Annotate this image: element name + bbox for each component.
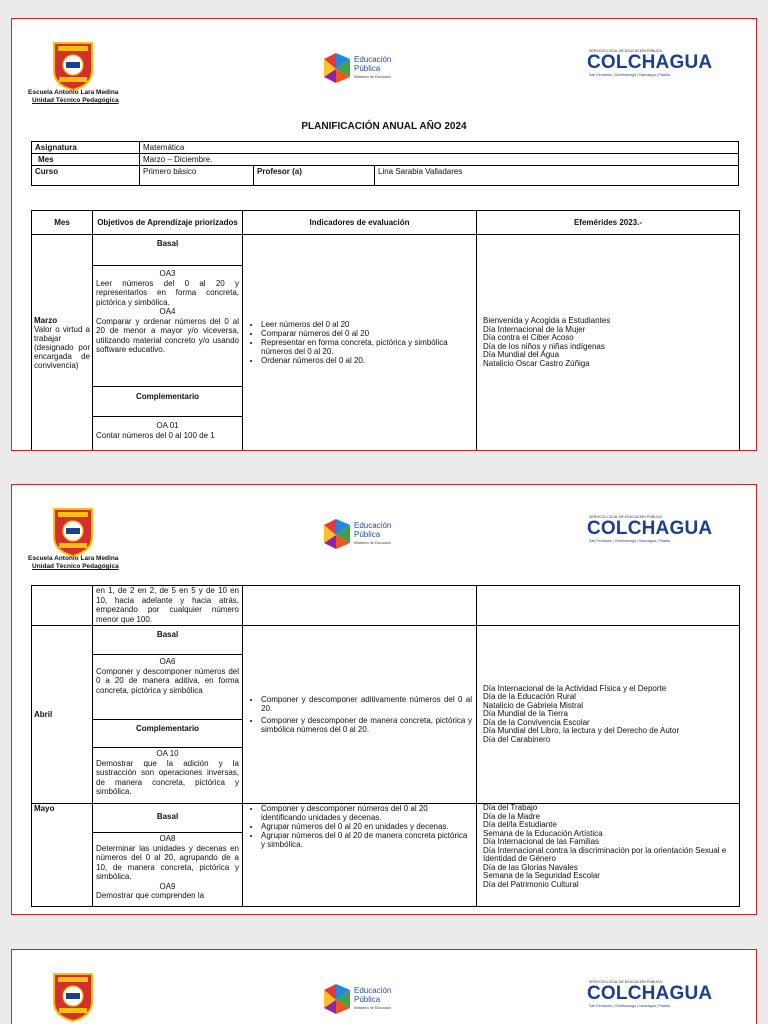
- list-item: Día Mundial del Agua: [483, 350, 560, 359]
- complementario-heading: Complementario: [93, 719, 242, 748]
- list-item: Día Mundial del Libro, la lectura y del Derecho de Autor: [483, 726, 680, 736]
- school-name: Escuela Antonio Lara Medina Unidad Técnico Pedagógica: [28, 89, 119, 104]
- list-item: • Componer y descomponer aditivamente números del 0 al 20.: [261, 695, 472, 713]
- asignatura-value: Matemática: [140, 142, 739, 154]
- planning-table-continued: [31, 585, 740, 907]
- efemerides-cell: [477, 804, 740, 907]
- complementario-objectives: OA 10 Demostrar que la adición y la sustracción son operaciones inversas, de manera concreta, pictórica y simbólica.: [96, 749, 239, 796]
- col-oa-header: Objetivos de Aprendizaje priorizados: [93, 211, 243, 235]
- school-crest-logo: [50, 972, 96, 1022]
- colchagua-logo: SERVICIO LOCAL DE EDUCACIÓN PÚBLICA COLCHAGUA San Fernando | Chimbarongo | Nancagua | Placilla: [587, 515, 713, 543]
- list-item: Día de las Glorias Navales: [483, 862, 578, 872]
- list-item: • Agrupar números del 0 al 20 de manera concreta pictórica y simbólica.: [261, 831, 472, 849]
- month-cell: [32, 586, 93, 626]
- basal-heading: Basal: [93, 804, 242, 833]
- list-item: Día Internacional de las Familias: [483, 837, 600, 846]
- school-crest-logo: [50, 507, 96, 557]
- col-indicadores-header: Indicadores de evaluación: [243, 211, 477, 235]
- list-item: Día del Carabinero: [483, 734, 551, 744]
- efemerides-cell: [477, 586, 740, 626]
- list-item: • Representar en forma concreta, pictórica y simbólica números del 0 al 20.: [261, 338, 472, 356]
- educacion-publica-logo: Educación Pública Ministerio de Educación: [322, 51, 417, 85]
- list-item: Natalicio de Gabriela Mistral: [483, 700, 584, 710]
- col-mes-header: Mes: [32, 211, 93, 235]
- profesor-value: Lina Sarabia Valladares: [375, 166, 739, 186]
- indicators-cell: [243, 235, 477, 451]
- mes-value: Marzo – Diciembre.: [140, 154, 739, 166]
- curso-value: Primero básico: [140, 166, 254, 186]
- table-row-continuation: [32, 586, 740, 626]
- school-crest-logo: [50, 41, 96, 91]
- document-title: PLANIFICACIÓN ANUAL AÑO 2024: [301, 121, 467, 132]
- table-row-mayo: [32, 804, 740, 907]
- basal-objectives: OA8 Determinar las unidades y decenas en números del 0 al 20, agrupando de a 10, de manera concreta, pictórica y simbólica. OA9 Demostrar que comprenden la: [96, 834, 239, 900]
- document-page-2: [11, 484, 757, 915]
- list-item: • Componer y descomponer de manera concreta, pictórica y simbólica números del 0 al 20.: [261, 716, 472, 734]
- colchagua-logo: SERVICIO LOCAL DE EDUCACIÓN PÚBLICA COLCHAGUA San Fernando | Chimbarongo | Nancagua | Placilla: [587, 980, 713, 1008]
- month-name: Abril: [32, 626, 93, 804]
- document-page-1: [11, 18, 757, 451]
- list-item: Día Internacional contra la discriminación por la orientación Sexual e Identidad de Género: [483, 845, 727, 863]
- list-item: Día de la Educación Rural: [483, 692, 576, 702]
- basal-heading: Basal: [93, 626, 242, 655]
- table-row-abril: [32, 626, 740, 804]
- month-name: Mayo: [32, 804, 93, 907]
- list-item: Día del Trabajo: [483, 803, 538, 812]
- complementario-objectives: en 1, de 2 en 2, de 5 en 5 y de 10 en 10, hacia adelante y hacia atrás, empezando por cualquier número menor que 100.: [96, 586, 239, 624]
- list-item: Día Internacional de la Actividad Física y el Deporte: [483, 683, 667, 693]
- list-item: Bienvenida y Acogida a Estudiantes: [483, 316, 611, 325]
- educacion-publica-logo: Educación Pública Ministerio de Educación: [322, 517, 417, 551]
- list-item: • Componer y descomponer números del 0 al 20 identificando unidades y decenas.: [261, 804, 472, 822]
- course-info-table: [31, 141, 739, 186]
- document-page-3: [11, 949, 757, 1024]
- oa-cell: [93, 804, 243, 907]
- complementario-objectives: OA 01 Contar números del 0 al 100 de 1: [96, 421, 215, 440]
- list-item: Día de la Madre: [483, 811, 540, 821]
- table-row-marzo: [32, 235, 740, 451]
- efemerides-cell: [477, 235, 740, 451]
- list-item: • Ordenar números del 0 al 20.: [261, 356, 472, 365]
- list-item: • Leer números del 0 al 20: [261, 320, 472, 329]
- list-item: Semana de la Educación Artística: [483, 828, 603, 838]
- curso-label: Curso: [32, 166, 140, 186]
- asignatura-label: Asignatura: [32, 142, 140, 154]
- list-item: • Agrupar números del 0 al 20 en unidades y decenas.: [261, 822, 472, 831]
- list-item: Día Internacional de la Mujer: [483, 324, 586, 334]
- profesor-label: Profesor (a): [254, 166, 375, 186]
- mes-label: Mes: [32, 154, 140, 166]
- oa-cell: [93, 235, 243, 451]
- month-name: Marzo: [34, 315, 58, 325]
- basal-objectives: OA6 Componer y descomponer números del 0 a 20 de manera aditiva, en forma concreta, pictórica y simbólica: [96, 657, 239, 695]
- indicators-cell: [243, 586, 477, 626]
- list-item: Día contra el Ciber Acoso: [483, 333, 574, 342]
- list-item: Semana de la Seguridad Escolar: [483, 871, 600, 880]
- school-name: Escuela Antonio Lara Medina Unidad Técnico Pedagógica: [28, 555, 119, 570]
- basal-heading: Basal: [93, 235, 242, 266]
- month-cell: [32, 235, 93, 451]
- list-item: Día de la Convivencia Escolar: [483, 717, 590, 727]
- basal-objectives: OA3 Leer números del 0 al 20 y representarlos en forma concreta, pictórica y simbólica. OA4 Comparar y ordenar números del 0 al 20 de menor a mayor y/o viceversa, utilizando material concreto y/o usando software educativo.: [96, 269, 239, 354]
- list-item: Día del Patrimonio Cultural: [483, 879, 579, 889]
- colchagua-logo: SERVICIO LOCAL DE EDUCACIÓN PÚBLICA COLCHAGUA San Fernando | Chimbarongo | Nancagua | Placilla: [587, 49, 713, 77]
- list-item: • Comparar números del 0 al 20: [261, 329, 472, 338]
- list-item: Día Mundial de la Tierra: [483, 709, 568, 719]
- list-item: Día del/la Estudiante: [483, 820, 557, 829]
- educacion-publica-logo: Educación Pública Ministerio de Educación: [322, 982, 417, 1016]
- list-item: Día de los niños y niñas indígenas: [483, 341, 605, 351]
- oa-cell: [93, 586, 243, 626]
- month-note: Valor o virtud a trabajar (designado por encargada de convivencia): [34, 324, 90, 370]
- col-efemerides-header: Efemérides 2023.-: [477, 211, 740, 235]
- complementario-heading: Complementario: [93, 386, 242, 417]
- efemerides-cell: [477, 626, 740, 804]
- indicators-cell: [243, 626, 477, 804]
- planning-table: [31, 210, 740, 451]
- list-item: Natalicio Oscar Castro Zúñiga: [483, 358, 590, 368]
- oa-cell: [93, 626, 243, 804]
- indicators-cell: [243, 804, 477, 907]
